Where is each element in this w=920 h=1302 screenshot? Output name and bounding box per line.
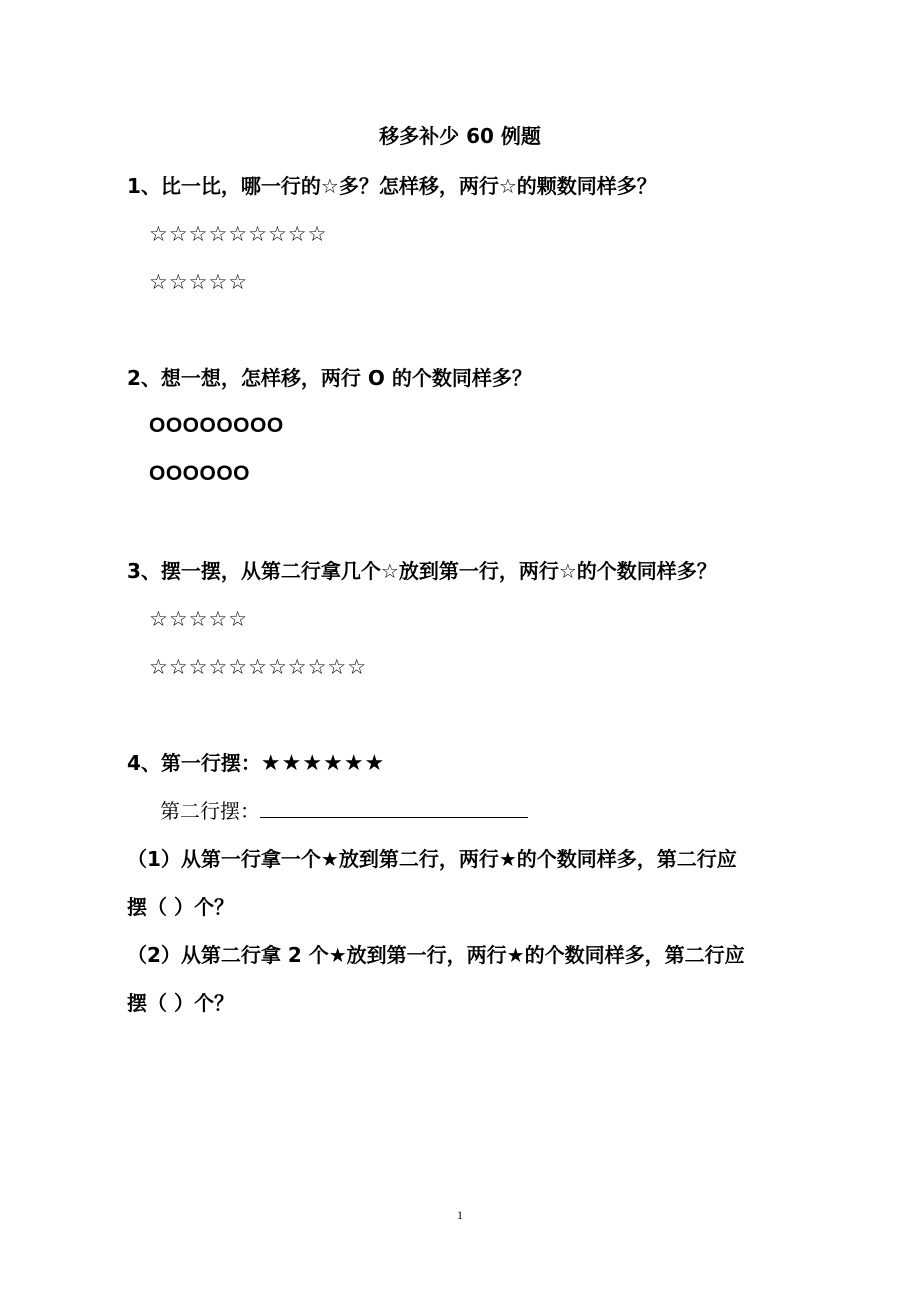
q4-answer-blank[interactable] xyxy=(260,797,528,818)
q4-sub-2-line-1: （2）从第二行拿 2 个★放到第一行，两行★的个数同样多，第二行应 xyxy=(127,943,745,967)
question-3: 3、摆一摆，从第二行拿几个☆放到第一行，两行☆的个数同样多？ xyxy=(127,559,717,583)
page-title: 移多补少 60 例题 xyxy=(379,124,541,148)
q2-circle-row-2: OOOOOO xyxy=(149,462,251,485)
q4-row-2-label: 第二行摆： xyxy=(160,799,260,823)
question-4-row-2 xyxy=(160,797,528,825)
q4-sub-2-line-2: 摆（ ）个？ xyxy=(127,991,234,1015)
q3-star-row-2: ☆☆☆☆☆☆☆☆☆☆☆ xyxy=(149,655,368,679)
q4-row-1-label: 4、第一行摆： xyxy=(127,751,261,775)
question-1: 1、比一比，哪一行的☆多？怎样移，两行☆的颗数同样多？ xyxy=(127,174,657,198)
q1-star-row-1: ☆☆☆☆☆☆☆☆☆ xyxy=(149,222,328,246)
q4-row-1-stars: ★★★★★★ xyxy=(260,751,386,776)
question-4-row-1 xyxy=(127,749,385,778)
question-2: 2、想一想，怎样移，两行 O 的个数同样多？ xyxy=(127,366,532,390)
q2-circle-row-1: OOOOOOOO xyxy=(149,414,284,437)
page-number: 1 xyxy=(457,1208,463,1222)
q1-star-row-2: ☆☆☆☆☆ xyxy=(149,270,249,294)
q3-star-row-1: ☆☆☆☆☆ xyxy=(149,607,249,631)
q4-sub-1-line-2: 摆（ ）个？ xyxy=(127,895,234,919)
q4-sub-1-line-1: （1）从第一行拿一个★放到第二行，两行★的个数同样多，第二行应 xyxy=(127,847,737,871)
